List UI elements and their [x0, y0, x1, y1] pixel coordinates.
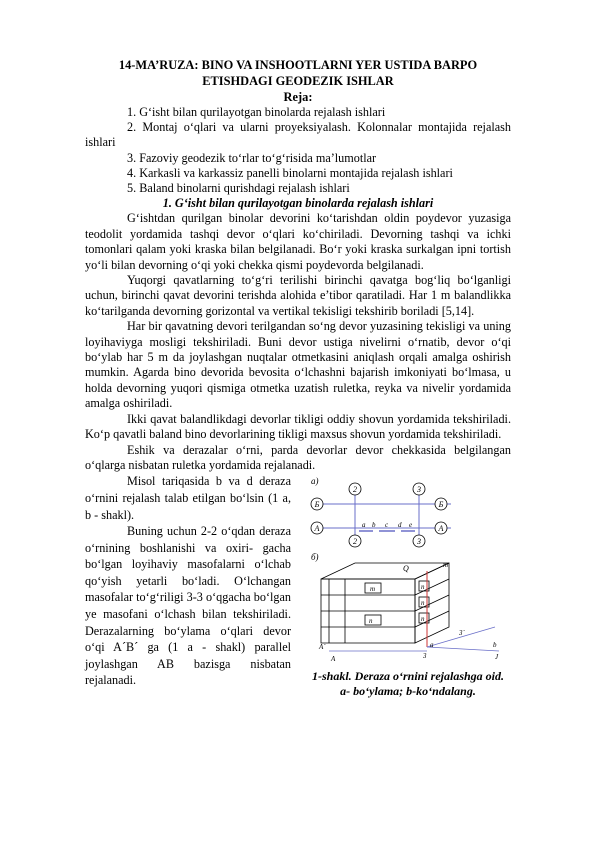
fig-label: n	[421, 615, 425, 624]
two-column-area	[85, 473, 511, 733]
caption-line: a- bo‘ylama; b-ko‘ndalang.	[340, 684, 476, 699]
paragraph: G‘ishtdan qurilgan binolar devorini ko‘tarishdan oldin poydevor yuzasiga teodolit yordamida tashqi devor o‘qlari ko‘chiriladi. Devorning tashqi va ichki tomonlari qalam yoki kraska bilan belgilanadi. Bo‘r yoki kraska surkalgan ipni tortish yo‘li bilan devorning o‘qi yoki chekka qismi poydevorda belgilanadi.	[85, 211, 511, 272]
fig-label: Q	[403, 564, 409, 574]
axis-label: Б	[314, 500, 320, 510]
plan-item: 5. Baland binolarni qurishdagi rejalash ishlari	[127, 181, 350, 196]
left-column	[85, 473, 291, 689]
fig-label: 3´	[459, 629, 465, 638]
fig-label: n	[421, 599, 425, 608]
axis-label: 3	[417, 485, 421, 495]
axis-label: А	[314, 524, 320, 534]
fig-label: n	[421, 583, 425, 592]
paragraph: Buning uchun 2-2 o‘qdan deraza o‘rnining boshlanishi va oxiri- gacha bo‘lgan loyihaviy masofalarni o‘lchab qo‘yish yetarli bo‘ladi. O‘lchangan masofalar to‘g‘riligi 3-3 o‘qgacha bo‘lgan ye masofani o‘lchash bilan tekshiriladi. Derazalarning bo‘ylama o‘qlari devor o‘qi A´B´ ga (1 a - shakl) parallel joylashgan AB bazisga nisbatan rejalanadi.	[85, 524, 291, 688]
axis-label: А	[438, 524, 444, 534]
plan-item: 2. Montaj o‘qlari va ularni proyeksiyalash. Kolonnalar montajida rejalash ishlari	[85, 120, 511, 150]
plan-item: 1. G‘isht bilan qurilayotgan binolarda rejalash ishlari	[127, 105, 386, 119]
paragraph: Har bir qavatning devori terilgandan so‘ng devor yuzasining tekisligi va uning loyihaviyga mosligi tekshiriladi. Buni devor ustiga nivelirni o‘rnatib, devor o‘qi bo‘ylab har 5 m da joylashgan nuqtalar otmetkasini aniqlash orqali amalga oshirish mumkin. Agarda bino devorida bevosita o‘lchashni bajarish imkoniyati bo‘lmasa, u holda devorning yuqori qismiga otmetka uzatish ruletka, reyka va nivelir yordamida amalga oshiriladi.	[85, 319, 511, 411]
paragraph: Ikki qavat balandlikdagi devorlar tikligi oddiy shovun yordamida tekshiriladi. Ko‘p qavatli baland bino devorlarining tikligi maxsus shovun yordamida tekshiriladi.	[85, 411, 511, 442]
baseline-b	[427, 647, 499, 651]
fig-part-a-label: а)	[311, 476, 319, 487]
figure-1	[299, 475, 511, 665]
lecture-title: 14-MA’RUZA: BINO VA INSHOOTLARNI YER USTIDA BARPO ETISHDAGI GEODEZIK ISHLAR	[118, 58, 478, 88]
axis-label: 2	[353, 485, 357, 495]
axis-label: 2	[353, 537, 357, 547]
fig-label: b	[493, 641, 497, 650]
point-label: a	[362, 521, 366, 530]
fig-label: A	[331, 655, 336, 664]
paragraph: Eshik va derazalar o‘rni, parda devorlar devor chekkasida belgilangan o‘qlarga nisbatan ruletka yordamida rejalanadi.	[85, 442, 511, 472]
axis-label: Б	[438, 500, 444, 510]
point-label: b	[372, 521, 376, 530]
plan-item: 3. Fazoviy geodezik to‘rlar to‘g‘risida ma’lumotlar	[127, 150, 377, 165]
section-heading: 1. G‘isht bilan qurilayotgan binolarda rejalash ishlari	[162, 196, 434, 211]
figure-caption	[303, 669, 513, 699]
wall-3d-drawing	[321, 563, 449, 643]
fig-label: 3	[423, 652, 427, 661]
point-label: e	[409, 521, 413, 530]
fig-part-b-label: б)	[311, 552, 319, 563]
plan-heading: Reja:	[283, 90, 313, 104]
axis-label: 3	[417, 537, 421, 547]
paragraph: Yuqorgi qavatlarning to‘g‘ri terilishi birinchi qavatga bog‘liq bo‘lganligi uchun, birinchi qavat devorini terishda alohida e’tibor qaratiladi. Har 1 m balandlikka ko‘tarilganda devorning gorizontal va vertikal tekisligi tekshirib boriladi [5,14].	[85, 273, 511, 318]
page	[85, 57, 511, 733]
fig-label: A´	[319, 643, 326, 652]
plan-item: 4. Karkasli va karkassiz panelli binolarni montajida rejalash ishlari	[127, 165, 453, 180]
fig-label: a	[430, 641, 434, 650]
paragraph: Misol tariqasida b va d deraza o‘rnini rejalash talab etilgan bo‘lsin (1 a, b - shakl).	[85, 474, 291, 522]
fig-label: m	[443, 561, 449, 570]
point-label: c	[385, 521, 389, 530]
fig-label: n	[369, 617, 373, 626]
caption-line: 1-shakl. Deraza o‘rnini rejalashga oid.	[311, 669, 505, 684]
point-label: d	[398, 521, 402, 530]
fig-label: J	[495, 653, 499, 662]
fig-label: m	[370, 585, 376, 594]
